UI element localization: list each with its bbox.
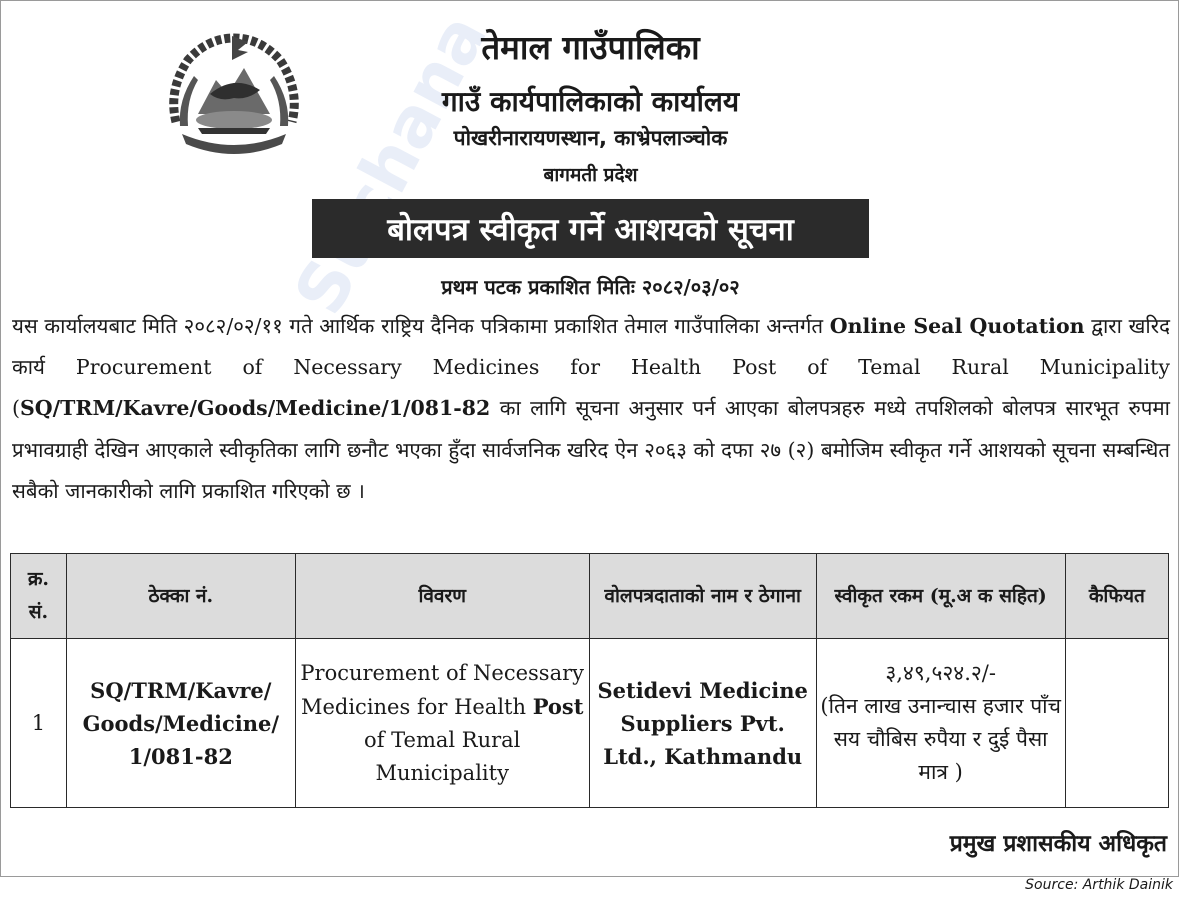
cell-remarks: [1065, 639, 1168, 808]
source-credit: Source: Arthik Dainik: [1025, 877, 1173, 893]
body-part-2: द्वारा खरिद कार्य Procurement of Necessary Medicines for Health Post of Temal Rural Municipality (: [12, 314, 1171, 421]
header-contract-no: ठेक्का नं.: [66, 554, 295, 639]
cell-amount: [816, 639, 1065, 808]
office-name: गाउँ कार्यपालिकाको कार्यालय: [441, 85, 740, 118]
header-description: विवरण: [295, 554, 589, 639]
notice-title-banner: [312, 199, 869, 258]
header-amount: स्वीकृत रकम (मू.अ क सहित): [816, 554, 1065, 639]
tender-table: [10, 553, 1169, 808]
procurement-method: Online Seal Quotation: [829, 314, 1085, 338]
published-date: प्रथम पटक प्रकाशित मितिः २०८२/०३/०२: [441, 275, 740, 299]
description-b: of Temal Rural Municipality: [364, 727, 521, 785]
table-header-row: [11, 554, 1169, 639]
body-part-3: का लागि सूचना अनुसार पर्न आएका बोलपत्रहरु मध्ये तपशिलको बोलपत्र सारभूत रुपमा प्रभावग्राही देखिन आएकाले स्वीकृतिका लागि छनौट भएका हुँदा सार्वजनिक खरिद ऐन २०६३ को दफा २७ (२) बमोजिम स्वीकृत गर्ने आशयको सूचना सम्बन्धित सबैको जानकारीको लागि प्रकाशित गरिएको छ ।: [12, 396, 1170, 503]
notice-title: बोलपत्र स्वीकृत गर्ने आशयको सूचना: [387, 211, 794, 248]
municipality-name: तेमाल गाउँपालिका: [481, 28, 700, 67]
amount-figure: ३,४९,५२४.२/-: [885, 661, 996, 685]
header-bidder: वोलपत्रदाताको नाम र ठेगाना: [589, 554, 816, 639]
cell-contract-no: SQ/TRM/Kavre/ Goods/Medicine/ 1/081-82: [66, 639, 295, 808]
signer-title: प्रमुख प्रशासकीय अधिकृत: [949, 831, 1167, 857]
reference-number: SQ/TRM/Kavre/Goods/Medicine/1/081-82: [20, 396, 491, 421]
province-name: बागमती प्रदेश: [543, 164, 638, 186]
header-sn: क्र. सं.: [11, 554, 67, 639]
cell-sn: 1: [11, 639, 67, 808]
notice-body: [12, 306, 1170, 512]
header-remarks: कैफियत: [1065, 554, 1168, 639]
cell-description: [295, 639, 589, 808]
amount-words: (तिन लाख उनान्चास हजार पाँच सय चौबिस रुपैया र दुई पैसा मात्र ): [820, 694, 1061, 784]
body-part-1: यस कार्यालयबाट मिति २०८२/०२/११ गते आर्थिक राष्ट्रिय दैनिक पत्रिकामा प्रकाशित तेमाल गाउँपालिका अन्तर्गत: [12, 314, 830, 338]
description-bold: Post: [532, 693, 584, 719]
table-row: [11, 639, 1169, 808]
description-a: Procurement of Necessary Medicines for Health: [300, 660, 585, 719]
watermark-text: Suchana: [280, 1, 503, 328]
office-address: पोखरीनारायणस्थान, काभ्रेपलाञ्चोक: [453, 126, 728, 150]
cell-bidder: Setidevi Medicine Suppliers Pvt. Ltd., Kathmandu: [589, 639, 816, 808]
